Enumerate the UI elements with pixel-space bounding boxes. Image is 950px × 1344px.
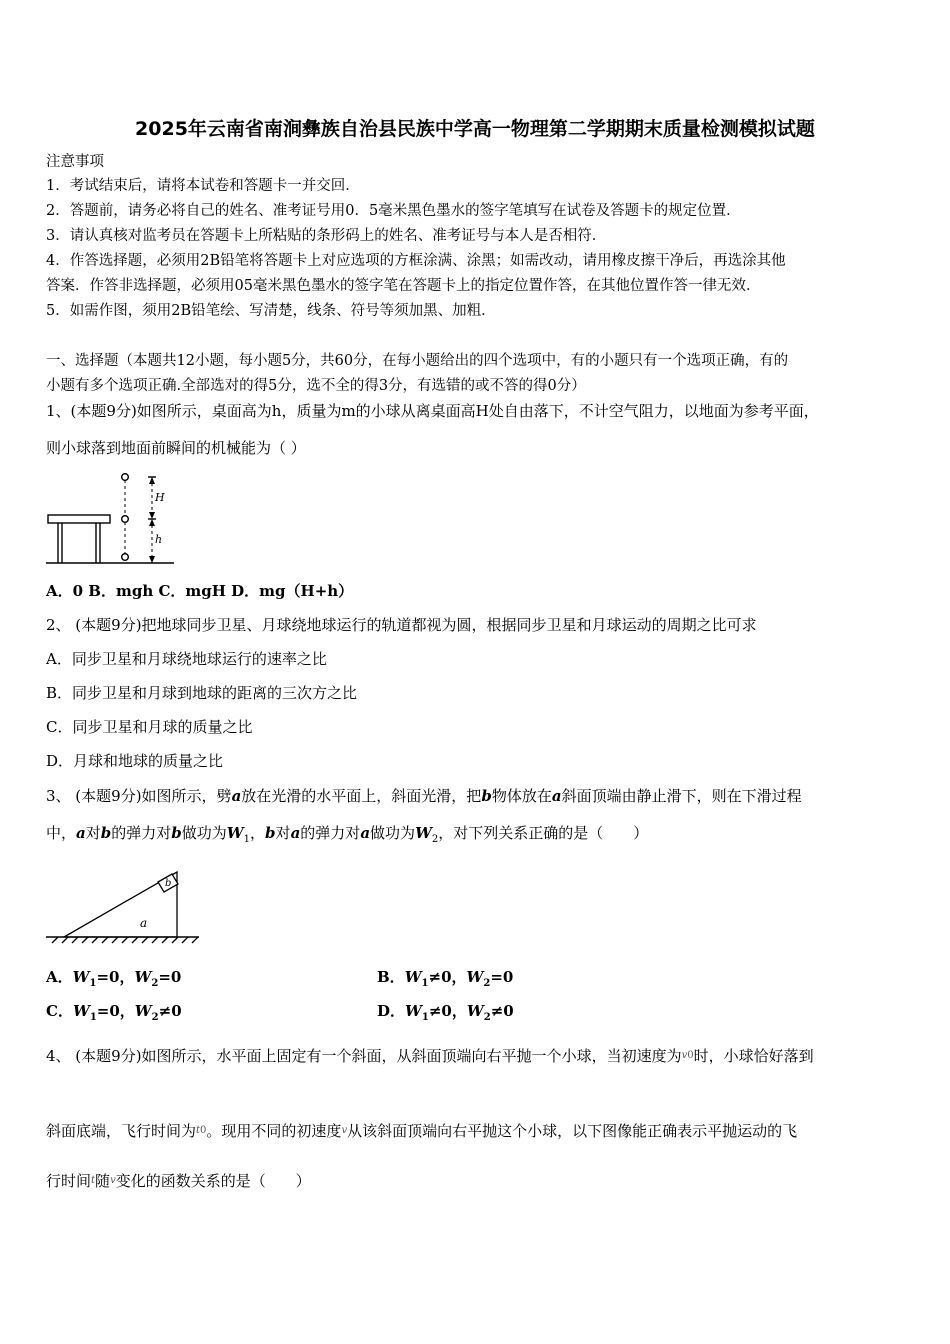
page-title: 2025年云南省南涧彝族自治县民族中学高一物理第二学期期末质量检测模拟试题: [135, 118, 815, 140]
q3-fig-label-a: a: [140, 916, 148, 930]
q3-option-a: A．$W_1=0$，$W_2=0$: [46, 968, 182, 989]
q1-stem: 1、(本题9分)如图所示，桌面高为h，质量为m的小球从离桌面高H处自由落下，不计空气阻力，以地面为参考平面，: [46, 402, 819, 420]
q4-stem-cont: 斜面底端，飞行时间为$^t_0$。现用不同的初速度$^v$从该斜面顶端向右平抛这个小球，以下图像能正确表示平抛运动的飞: [46, 1122, 798, 1140]
notice-item: 4．作答选择题，必须用2B铅笔将答题卡上对应选项的方框涂满、涂黑；如需改动，请用橡皮擦干净后，再选涂其他: [46, 253, 786, 269]
q1-figure: [44, 470, 184, 568]
q2-option-d: D．月球和地球的质量之比: [46, 752, 224, 770]
notice-heading: 注意事项: [46, 154, 104, 170]
q4-stem: 4、 (本题9分)如图所示，水平面上固定有一个斜面，从斜面顶端向右平抛一个小球，当初速度为$^v_0$时，小球恰好落到: [46, 1047, 814, 1065]
q3-figure: [44, 860, 204, 946]
q2-option-a: A．同步卫星和月球绕地球运行的速率之比: [46, 650, 327, 668]
q1-fig-label-H: H: [155, 491, 165, 504]
notice-item: 5．如需作图，须用2B铅笔绘、写清楚，线条、符号等须加黑、加粗．: [46, 303, 496, 319]
q2-option-b: B．同步卫星和月球到地球的距离的三次方之比: [46, 684, 358, 702]
section-heading: 一、选择题（本题共12小题，每小题5分，共60分，在每小题给出的四个选项中，有的小题只有一个选项正确，有的: [46, 353, 789, 369]
notice-item: 3．请认真核对监考员在答题卡上所粘贴的条形码上的姓名、准考证号与本人是否相符．: [46, 228, 607, 244]
q1-options: A．0 B．mgh C．mgH D．mg（H+h）: [46, 582, 354, 600]
q2-option-c: C．同步卫星和月球的质量之比: [46, 718, 253, 736]
q3-fig-label-b: b: [165, 878, 172, 889]
q3-option-b: B．$W_1\ne 0$，$W_2=0$: [377, 968, 514, 989]
q3-option-d: D．$W_1\ne 0$，$W_2\ne 0$: [377, 1002, 514, 1023]
q4-stem-end: 行时间$^t$随$^v$变化的函数关系的是（ ）: [46, 1172, 311, 1190]
notice-item: 1．考试结束后，请将本试卷和答题卡一并交回．: [46, 178, 360, 194]
q3-stem: 3、 (本题9分)如图所示，劈a放在光滑的水平面上，斜面光滑，把b物体放在a斜面顶端由静止滑下，则在下滑过程: [46, 787, 802, 805]
section-heading-cont: 小题有多个选项正确.全部选对的得5分，选不全的得3分，有选错的或不答的得0分）: [46, 378, 586, 394]
q2-stem: 2、 (本题9分)把地球同步卫星、月球绕地球运行的轨道都视为圆，根据同步卫星和月球运动的周期之比可求: [46, 616, 757, 634]
q1-fig-label-h: h: [155, 533, 163, 546]
q3-stem-cont: 中，a对b的弹力对b做功为$W_1$，b对a的弹力对a做功为$W_2$，对下列关系正确的是（ ）: [46, 824, 649, 845]
notice-item: 答案．作答非选择题，必须用05毫米黑色墨水的签字笔在答题卡上的指定位置作答，在其他位置作答一律无效．: [46, 278, 761, 294]
notice-item: 2．答题前，请务必将自己的姓名、准考证号用0．5毫米黑色墨水的签字笔填写在试卷及答题卡的规定位置．: [46, 203, 741, 219]
q3-option-c: C．$W_1=0$，$W_2\ne 0$: [46, 1002, 182, 1023]
q1-stem-cont: 则小球落到地面前瞬间的机械能为（ ）: [46, 439, 306, 457]
